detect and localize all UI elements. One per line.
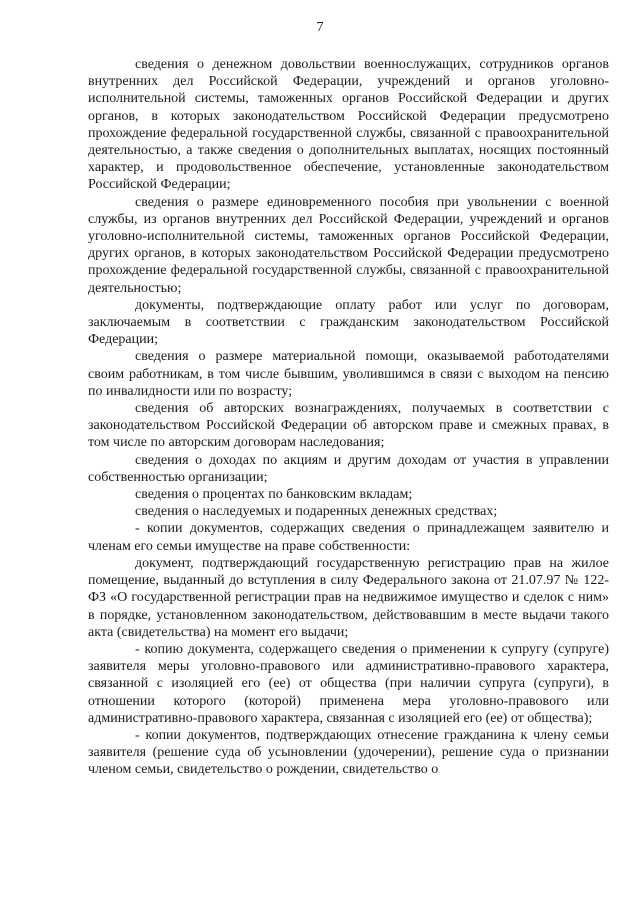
- paragraph-bank-interest: сведения о процентах по банковским вкладам;: [135, 487, 413, 503]
- paragraph-inherited-funds: сведения о наследуемых и подаренных денежных средствах;: [135, 504, 498, 520]
- paragraph-severance-benefit: сведения о размере единовременного пособия при увольнении с военной службы, из органов внутренних дел Российской Федерации, учреждений и органов уголовно-исполнительной системы, таможенных органов Российской Федерации, других органов, в которых законодательством Российской Федерации предусмотрено прохождение федеральной государственной службы, связанной с правоохранительной деятельностью;: [88, 194, 609, 296]
- paragraph-contract-payments: документы, подтверждающие оплату работ или услуг по договорам, заключаемым в соответствии с гражданским законодательством Российской Федерации;: [88, 297, 609, 348]
- document-body: [88, 56, 609, 779]
- paragraph-military-allowance: сведения о денежном довольствии военнослужащих, сотрудников органов внутренних дел Российской Федерации, учреждений и органов уголовно-исполнительной системы, таможенных органов Российской Федерации и других органов, в которых законодательством Российской Федерации предусмотрено прохождение федеральной государственной службы, связанной с правоохранительной деятельностью, а также сведения о дополнительных выплатах, носящих постоянный характер, и продовольственное обеспечение, установленные законодательством Российской Федерации;: [88, 57, 609, 193]
- paragraph-registration-document: документ, подтверждающий государственную регистрацию прав на жилое помещение, выданный до вступления в силу Федерального закона от 21.07.97 № 122-ФЗ «О государственной регистрации прав на недвижимое имущество и сделок с ним» в порядке, установленном законодательством, действовавшим в месте выдачи такого акта (свидетельства) на момент его выдачи;: [88, 555, 609, 640]
- page-number: 7: [316, 20, 324, 35]
- paragraph-family-member-documents: - копии документов, подтверждающих отнесение гражданина к члену семьи заявителя (решение суда об усыновлении (удочерении), решение суда о признании членом семьи, свидетельство о рождении, свидетельство о: [88, 727, 609, 778]
- paragraph-property-documents: - копии документов, содержащих сведения о принадлежащем заявителю и членам его семьи имуществе на праве собственности:: [88, 521, 609, 554]
- paragraph-author-royalties: сведения об авторских вознаграждениях, получаемых в соответствии с законодательством Российской Федерации об авторском праве и смежных правах, в том числе по авторским договорам наследования;: [88, 401, 609, 451]
- paragraph-share-income: сведения о доходах по акциям и другим доходам от участия в управлении собственностью организации;: [88, 452, 609, 485]
- paragraph-spouse-measures: - копию документа, содержащего сведения о применении к супругу (супруге) заявителя меры уголовно-правового или административно-правового характера, связанной с изоляцией его (ее) от общества (при наличии супруга (супруги), в отношении которого (которой) применена мера уголовно-правового или административно-правового характера, связанная с изоляцией его (ее) от общества);: [88, 641, 609, 726]
- paragraph-material-aid: сведения о размере материальной помощи, оказываемой работодателями своим работникам, в том числе бывшим, уволившимся в связи с выходом на пенсию по инвалидности или по возрасту;: [88, 349, 609, 399]
